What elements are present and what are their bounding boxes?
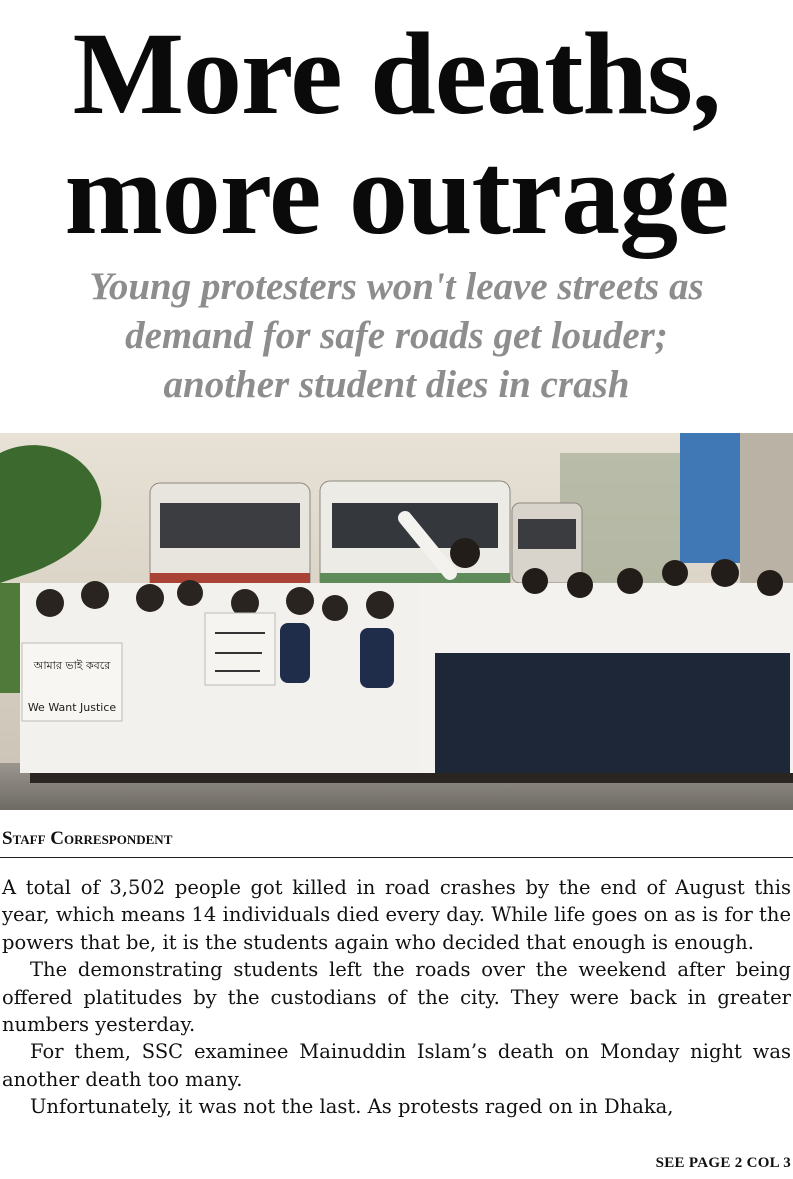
subheadline-line-3: another student dies in crash: [163, 363, 630, 406]
continuation-jump: SEE PAGE 2 COL 3: [655, 1155, 791, 1171]
bus-left: [150, 483, 310, 593]
bus-right: [512, 503, 582, 583]
article-paragraph: For them, SSC examinee Mainuddin Islam’s death on Monday night was another death too many.: [2, 1040, 791, 1091]
article-paragraph: A total of 3,502 people got killed in road crashes by the end of August this year, which means 14 individuals died every day. While life goes on as is for the powers that be, it is the students again who decided that enough is enough.: [2, 876, 791, 954]
article-body: [2, 874, 791, 1121]
byline-divider: [0, 857, 793, 858]
byline: Staff Correspondent: [2, 828, 173, 849]
placard-left: [22, 643, 122, 721]
subheadline-line-2: demand for safe roads get louder;: [125, 314, 668, 357]
placard-text-bangla: আমার ভাই কবরে: [33, 659, 111, 672]
article-paragraph: The demonstrating students left the roads over the weekend after being offered platitudes by the custodians of the city. They were back in greater numbers yesterday.: [2, 958, 791, 1037]
subheadline: [0, 262, 793, 409]
article-paragraph: Unfortunately, it was not the last. As protests raged on in Dhaka,: [30, 1095, 674, 1119]
headline-line-1: More deaths,: [72, 8, 721, 139]
placard-center: [205, 613, 275, 685]
headline-line-2: more outrage: [64, 128, 729, 259]
subheadline-line-1: Young protesters won't leave streets as: [89, 265, 704, 308]
protest-photo: [0, 433, 793, 810]
placard-text-english: We Want Justice: [27, 701, 117, 714]
headline: [0, 8, 793, 259]
